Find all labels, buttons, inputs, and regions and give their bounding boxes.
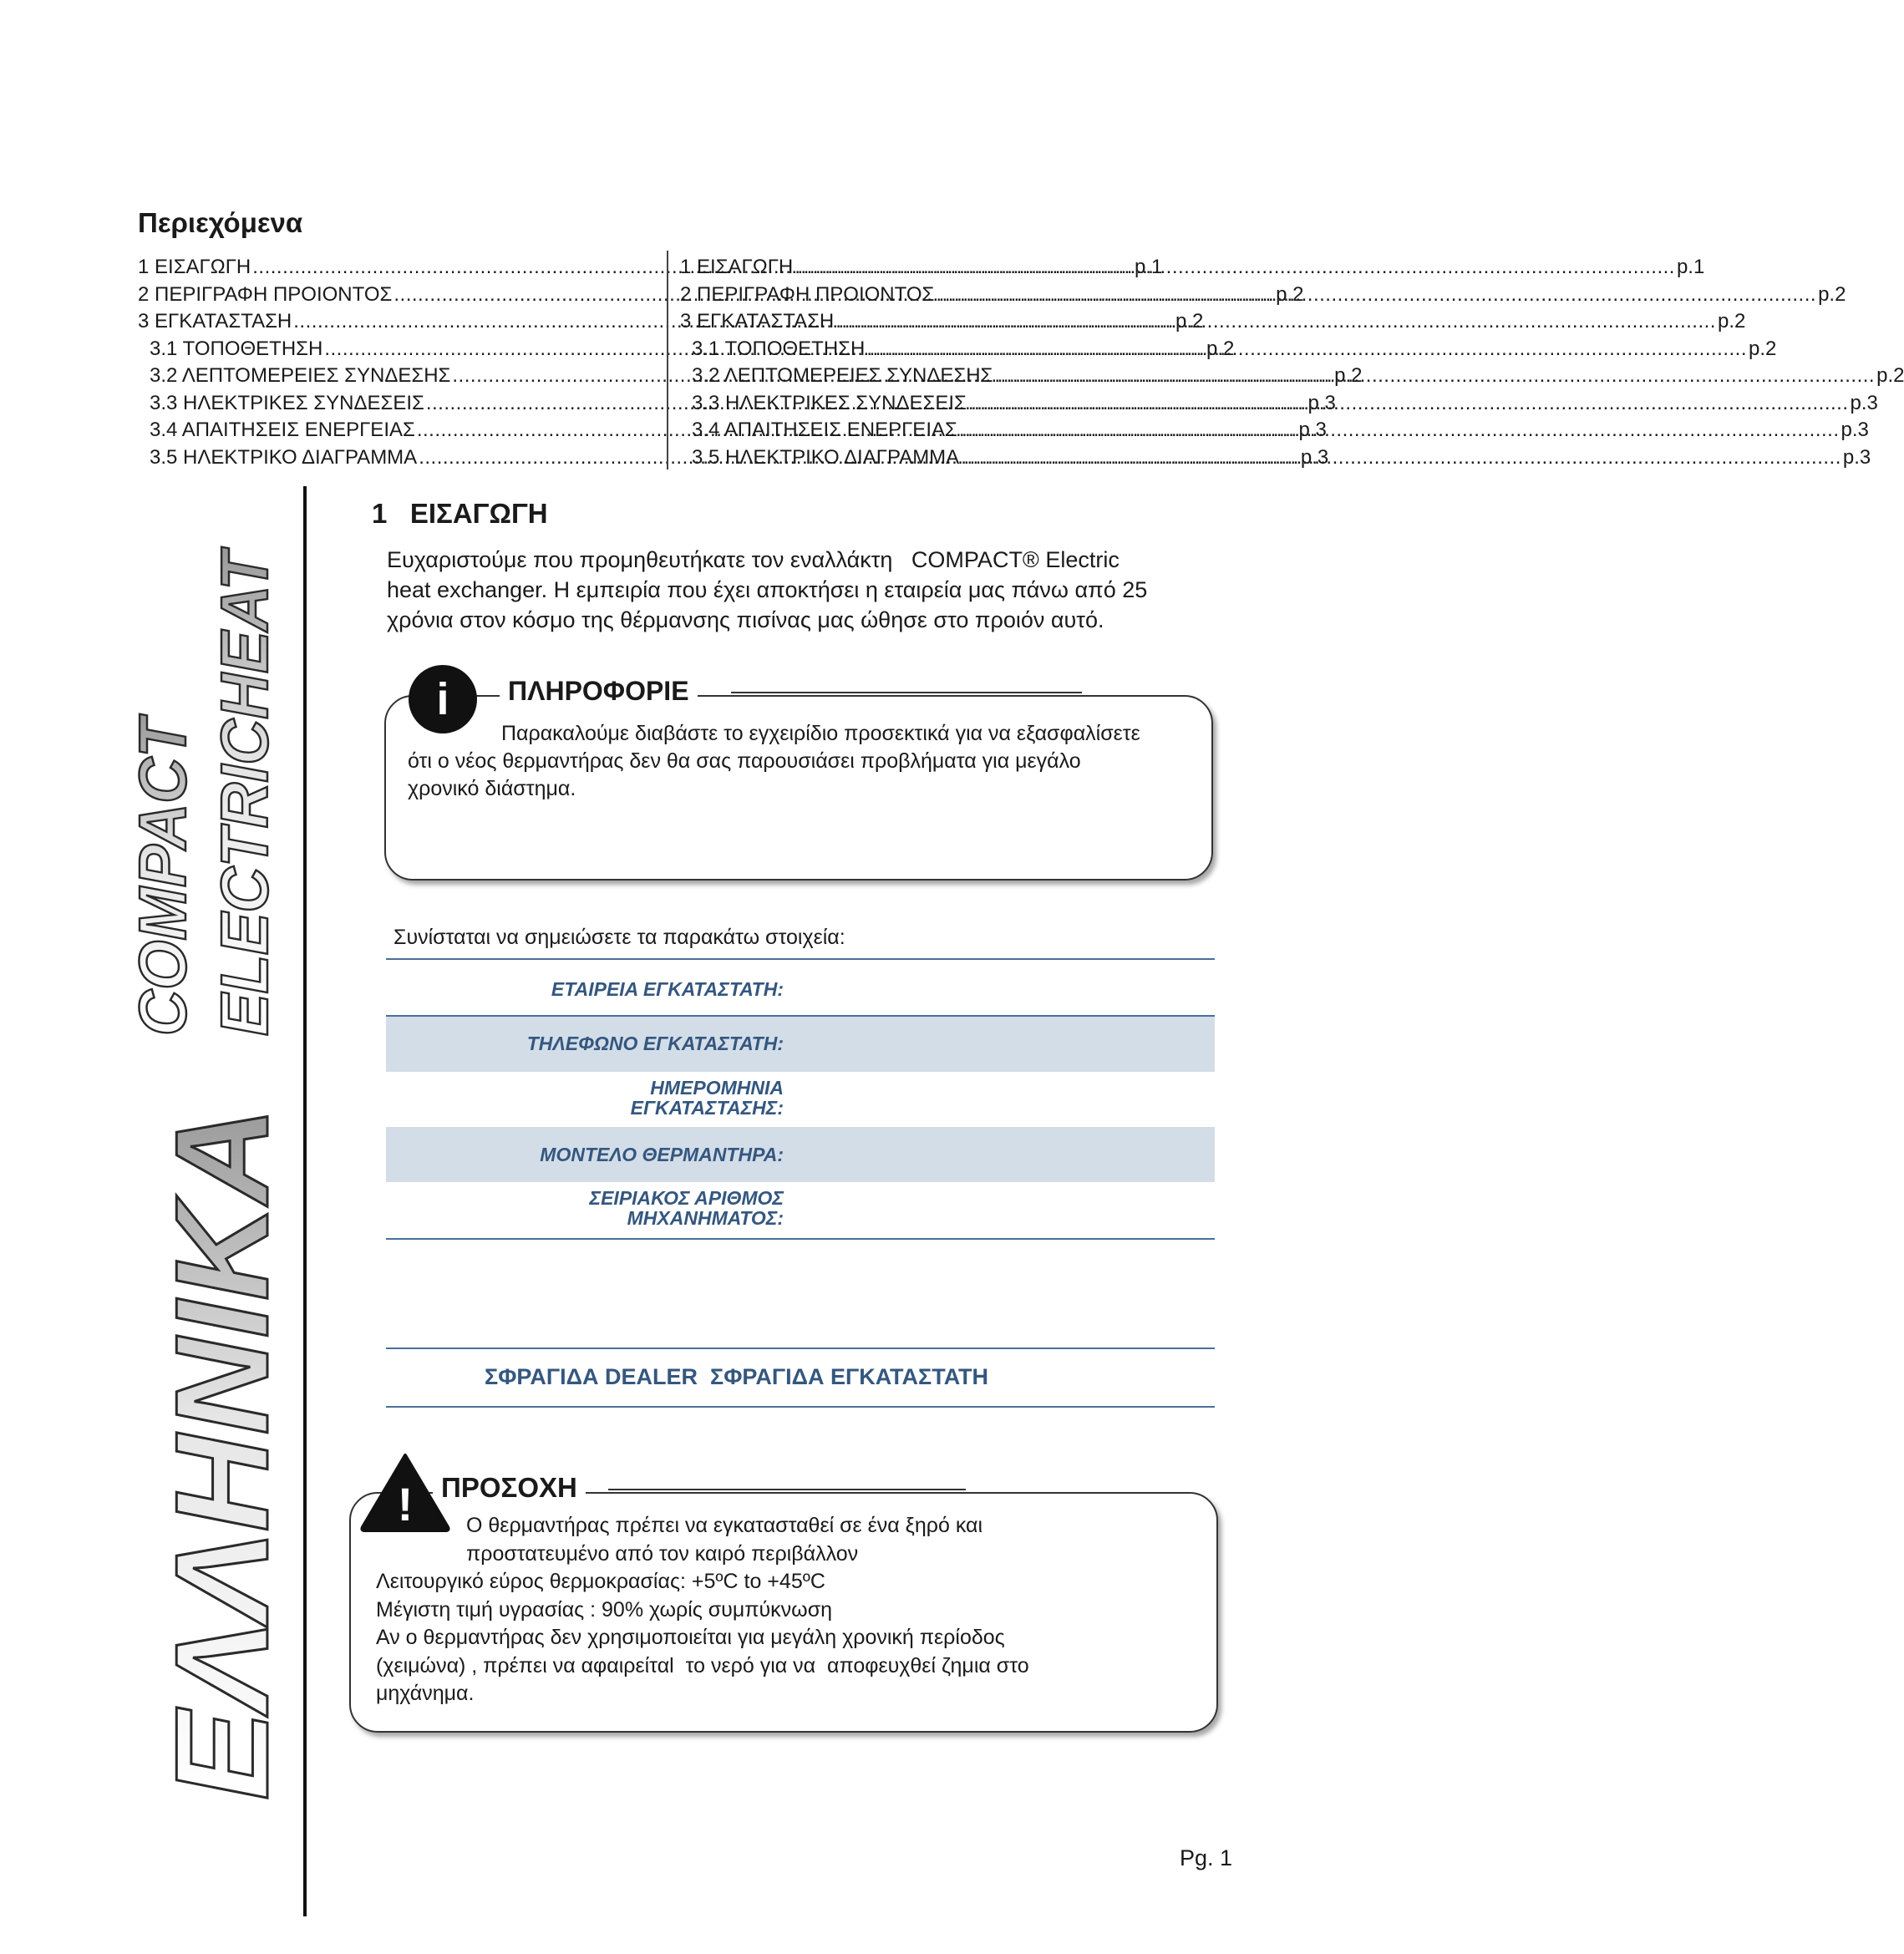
form-row-install-date: [386, 1072, 1215, 1127]
field-label: ΗΜΕΡΟΜΗΝΙΑ ΕΓΚΑΤΑΣΤΑΣΗΣ:: [630, 1077, 784, 1119]
toc-divider: [667, 251, 668, 469]
toc-entry[interactable]: 3.3 ΗΛΕΚΤΡΙΚΕΣ ΣΥΝΔΕΣΕΙΣ ..... p.3: [138, 390, 639, 418]
form-rule: [386, 1347, 1215, 1349]
toc-entry[interactable]: 3 ΕΓΚΑΤΑΣΤΑΣΗ ..... p.2: [680, 308, 1215, 336]
toc-entry[interactable]: 3.5 ΗΛΕΚΤΡΙΚΟ ΔΙΑΓΡΑΜΜΑ ..... p.3: [680, 444, 1215, 472]
toc-entry[interactable]: 3.2 ΛΕΠΤΟΜΕΡΕΙΕΣ ΣΥΝΔΕΣΗΣ ..... p.2: [138, 363, 639, 390]
warning-text: [376, 1512, 1178, 1708]
section-heading: 1 ΕΙΣΑΓΩΓΗ: [372, 498, 548, 529]
page-number: Pg. 1: [1180, 1845, 1233, 1870]
warning-line: Λειτουργικό εύρος θερμοκρασίας: +5ºC to +45ºC: [376, 1570, 825, 1593]
form-rule: [386, 958, 1215, 960]
warning-line: μηχάνημα.: [376, 1682, 475, 1705]
branding-language: ΕΛΛΗΝΙΚΑ: [149, 1118, 296, 1800]
toc-entry[interactable]: 3.3 ΗΛΕΚΤΡΙΚΕΣ ΣΥΝΔΕΣΕΙΣ ..... p.3: [680, 390, 1215, 418]
branding-line2: ELECTRICHEAT: [207, 525, 282, 1036]
info-title-rule: [731, 692, 1082, 693]
toc-title: Περιεχόμενα: [138, 207, 303, 238]
toc-entry[interactable]: 1 ΕΙΣΑΓΩΓΗ ..... p.1: [680, 254, 1215, 282]
toc-entry[interactable]: 1 ΕΙΣΑΓΩΓΗ ..... p.1: [138, 254, 639, 282]
warning-line: Μέγιστη τιμή υγρασίας : 90% χωρίς συμπύκνωση: [376, 1597, 833, 1622]
toc-right-column: [680, 254, 1904, 471]
info-text: Παρακαλούμε διαβάστε το εγχειρίδιο προσεκτικά για να εξασφαλίσετε ότι ο νέος θερμαντήρας δεν θα σας παρουσιάσει προβλήματα για μεγάλο χρονικό διάστημα.: [408, 722, 1140, 800]
toc-entry[interactable]: 3.1 ΤΟΠΟΘΕΤΗΣΗ ..... p.2: [138, 336, 639, 363]
svg-text:i: i: [436, 674, 449, 724]
form-rule: [386, 1406, 1215, 1408]
toc-entry[interactable]: 3.2 ΛΕΠΤΟΜΕΡΕΙΕΣ ΣΥΝΔΕΣΗΣ ..... p.2: [680, 363, 1215, 390]
form-row-heater-model: [386, 1127, 1215, 1182]
warning-line: (χειμώνα) , πρέπει να αφαιρείταl το νερό για να αποφευχθεί ζημια στο: [376, 1653, 1029, 1677]
form-row-installer-phone: [386, 1017, 1215, 1072]
toc-entry[interactable]: 3.4 ΑΠΑΙΤΗΣΕΙΣ ΕΝΕΡΓΕΙΑΣ ..... p.3: [138, 417, 639, 444]
toc-entry[interactable]: 2 ΠΕΡΙΓΡΑΦΗ ΠΡΟΙΟΝΤΟΣ ..... p.2: [680, 282, 1215, 309]
toc-entry[interactable]: 2 ΠΕΡΙΓΡΑΦΗ ΠΡΟΙΟΝΤΟΣ ..... p.2: [138, 282, 639, 309]
toc-entry[interactable]: 3.5 ΗΛΕΚΤΡΙΚΟ ΔΙΑΓΡΑΜΜΑ ..... p.3: [138, 444, 639, 472]
intro-line: Ευχαριστούμε που προμηθευτήκατε τον εναλλάκτη COMPACT® Electric: [387, 547, 1120, 572]
stamp-label: ΣΦΡΑΓΙΔΑ DEALER ΣΦΡΑΓΙΔΑ ΕΓΚΑΤΑΣΤΑΤΗ: [485, 1364, 988, 1389]
form-rule: [386, 1238, 1215, 1240]
warning-line: προστατευμένο από τον καιρό περιβάλλον: [466, 1541, 859, 1566]
warning-line: Αν ο θερμαντήρας δεν χρησιμοποιείται για μεγάλη χρονική περίοδος: [376, 1626, 1005, 1649]
warning-line: Ο θερμαντήρας πρέπει να εγκατασταθεί σε ένα ξηρό και: [466, 1514, 983, 1537]
intro-paragraph: [387, 545, 1222, 635]
toc-entry[interactable]: 3 ΕΓΚΑΤΑΣΤΑΣΗ ..... p.2: [138, 308, 639, 336]
branding-line1: COMPACT: [125, 703, 200, 1036]
field-label: ΜΟΝΤΕΛΟ ΘΕΡΜΑΝΤΗΡΑ:: [540, 1144, 784, 1165]
form-row-serial-number: [386, 1182, 1215, 1237]
toc-left-column: [138, 254, 1363, 471]
field-label: ΣΕΙΡΙΑΚΟΣ ΑΡΙΘΜΟΣ ΜΗΧΑΝΗΜΑΤΟΣ:: [589, 1187, 784, 1229]
intro-line: χρόνια στον κόσμο της θέρμανσης πισίνας μας ώθησε στο προιόν αυτό.: [387, 607, 1104, 632]
intro-line: heat exchanger. Η εμπειρία που έχει αποκτήσει η εταιρεία μας πάνω από 25: [387, 577, 1148, 602]
side-branding: [125, 525, 296, 1821]
record-note: Συνίσταται να σημειώσετε τα παρακάτω στοιχεία:: [393, 926, 845, 949]
form-row-installer-company: [386, 961, 1215, 1014]
toc-entry[interactable]: 3.4 ΑΠΑΙΤΗΣΕΙΣ ΕΝΕΡΓΕΙΑΣ ..... p.3: [680, 417, 1215, 444]
field-label: ΕΤΑΙΡΕΙΑ ΕΓΚΑΤΑΣΤΑΤΗ:: [551, 978, 784, 1000]
toc-entry[interactable]: 3.1 ΤΟΠΟΘΕΤΗΣΗ ..... p.2: [680, 336, 1215, 363]
warning-title-rule: [608, 1489, 966, 1490]
vertical-rule: [303, 486, 307, 1916]
svg-text:!: !: [397, 1478, 414, 1530]
warning-title: ΠΡΟΣΟΧΗ: [433, 1472, 586, 1504]
info-title: ΠΛΗΡΟΦΟΡΙΕ: [500, 676, 698, 707]
field-label: ΤΗΛΕΦΩΝΟ ΕΓΚΑΤΑΣΤΑΤΗ:: [526, 1033, 784, 1054]
